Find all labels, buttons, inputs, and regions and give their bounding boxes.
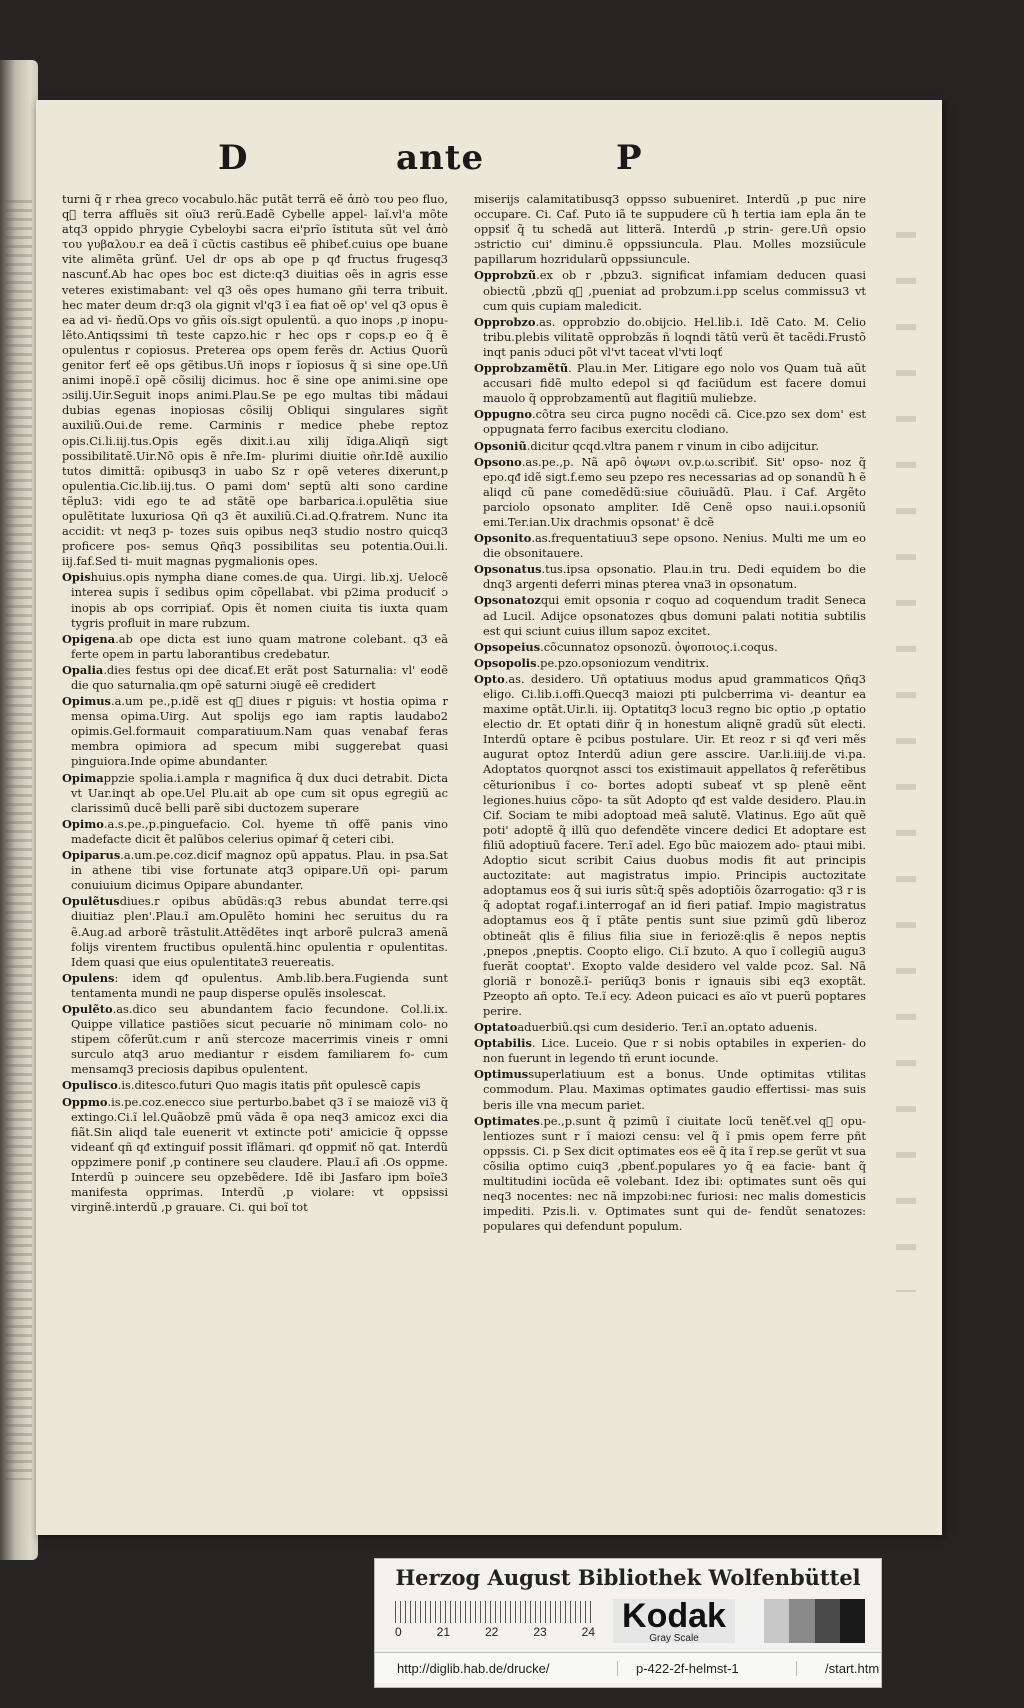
document-page: [36, 100, 942, 1535]
dictionary-entry: [62, 848, 448, 893]
dictionary-entry: [474, 439, 866, 454]
gray-swatch: [764, 1599, 789, 1643]
entry-headword: Opulẽto: [62, 1001, 113, 1016]
dictionary-entry: [474, 1020, 866, 1035]
dictionary-entry: [474, 361, 866, 406]
entry-headword: Opimo: [62, 816, 104, 831]
dictionary-entry: [62, 1095, 448, 1216]
entry-text: .dicitur qcqd.vltra panem r vinum in cibo adijcitur.: [526, 438, 819, 453]
entry-headword: Opto: [474, 671, 505, 686]
entry-text: .ex ob r ,pbzu3. significat infamiam deducen quasi obiectũ ,pbzũ qᷓ ,pueniat ad probzum.i.pp scelus commissu3 vt cum quis cupiam maledicit.: [483, 268, 866, 313]
dictionary-entry: [474, 531, 866, 561]
dictionary-entry: [474, 407, 866, 437]
gray-swatch: [815, 1599, 840, 1643]
entry-text: .as. desidero. Uñ optatiuus modus apud grammaticos Qñq3 eligo. Ci.lib.i.offi.Quecq3 maiozi pti pulcberrima vi- deantur ea maxime optãt.Uir.li. iij. Optatitq3 locu3 regno bic optio ,p optatio electio dr. Et optati diñr q̃ in honestum aliqnẽ gradũ sũt electi. Interdũ optare ẽ pcibus postulare. Uir. Et reoz r si qᵭ veri mẽs augurat optoz Interdũ adiun gere asscire. Uar.li.iiij.de vi.pa. Adoptatos quorqnot assci tos existimauit appellatos q̃ referẽtibus cẽturionibus ĩ co- bortes adopti subeať vt sp plenẽ eẽnt legiones.huius cõpo- ta sũt Adopto qᵭ est valde desidero. Plau.in Cif. Sociam te mibi adoptoad meã salutẽ. Vlatinus. Ego aũt quẽ poti' adoptẽ q̃ illũ quo defendẽte vincere dedici Et adoptare est filiũ adoptiuũ facere. Ter.ĩ adel. Ego bũc maiozem ado- ptaui mibi. Adoptio sicut scribit Caius duobus modis fit aut principis auctozitate: aut magistratus impio. Principis auctozitate adoptamus eos q̃ sui iuris sũt:q̃ spẽs adoptiõis õzarrogatio: q3 r is q̃ adoptat rogaf.i.interrogaf an id fieri patiaf. Impio magistratus adoptamus eos q̃ ĩ ptãte pentis sunt siue pzimũ gdũ liberoz obtineãt qlis ẽ filius filia siue in feriozẽ:qlis ẽ nepos neptis ,pnepos ,pneptis. Coopto eligo. Ci.ĩ bzuto. A quo ĩ collegiũ augu3 fuerãt cooptat'. Exopto valde desidero vel valde pcoz. Sal. Nã gloriã r bonozẽ.ĩ- periũq3 bonis r ignauis sibi eq3 exoptãt. Pzeopto añ opto. Te.ĩ ecy. Adeon puicaci es aĩo vt puerũ poptares perire.: [483, 671, 866, 1018]
entry-text: aduerbiũ.qsi cum desiderio. Ter.ĩ an.optato aduenis.: [517, 1020, 818, 1035]
adjacent-page-edge: [0, 60, 38, 1560]
gray-swatch: [789, 1599, 814, 1643]
entry-text: .ab ope dicta est iuno quam matrone colebant. q3 eã ferte opem in partu laborantibus credebatur.: [71, 631, 448, 661]
dictionary-entry: [62, 192, 448, 569]
entry-text: .a.um.pe.coz.dicif magnoz opũ appatus. Plau. in psa.Sat in athene tibi vise fortunate atq3 opipare.Uñ opi- parum conuiuium dicimus Opipare abundanter.: [71, 848, 448, 893]
entry-text: .tus.ipsa opsonatio. Plau.in tru. Dedi equidem bo die dnq3 argenti deferri minas pterea vna3 in opsonatum.: [483, 562, 866, 592]
ruler-number: 0: [395, 1625, 402, 1639]
kodak-wordmark: Kodak: [622, 1597, 726, 1635]
right-text-column: [474, 192, 866, 1235]
page-header: [36, 138, 942, 188]
entry-text: huius.opis nympha diane comes.de qua. Uirgi. lib.xj. Uelocẽ interea supis ĩ sedibus opim cõpellabat. vbi p2ima produciť ɔ inopis ab ops corripiať. Opis ẽt nomen ciuita tis iuxta quam tygris profluit in mare rubzum.: [71, 570, 448, 630]
gray-swatch: [739, 1599, 764, 1643]
entry-headword: Oppmo: [62, 1094, 108, 1109]
entry-text: superlatiuum est a bonus. Unde optimitas vtilitas commodum. Plau. Maximas optimates gaudio effertissi- mas suis beris ille vna mecum pariet.: [483, 1067, 866, 1112]
entry-text: .a.um pe.,p.idẽ est qᷓ diues r piguis: vt hostia opima r mensa opima.Uirg. Aut spolijs ego iam raptis laudabo2 opimis.Gel.formauit comparatiuum.Nam quas venabaf feras membra opimiora ad specum mibi suggerebat quasi pinguiora.Inde opime abundanter.: [71, 694, 448, 769]
library-url: http://diglib.hab.de/drucke/: [375, 1661, 618, 1676]
entry-headword: Opulisco: [62, 1078, 118, 1093]
dictionary-entry: [474, 672, 866, 1019]
entry-headword: Opulẽtus: [62, 894, 120, 909]
entry-text: . Lice. Luceio. Que r si nobis optabiles in experien- do non fuerunt in legendo tñ erunt iocunde.: [483, 1036, 866, 1066]
entry-headword: Opprobzo: [474, 314, 536, 329]
dictionary-entry: [474, 1067, 866, 1112]
entry-text: ppzie spolia.i.ampla r magnifica q̃ dux duci detrabit. Dicta vt Uar.inqt ab ope.Uel Plu.ait ab ope cum sit opus egregiũ ac clarissimũ ducẽ belli parẽ sibi ductozem superare: [71, 770, 448, 815]
ruler-number: 24: [581, 1625, 595, 1639]
dictionary-entry: [62, 632, 448, 662]
header-word: ante: [396, 138, 485, 178]
dictionary-entry: [474, 268, 866, 313]
entry-headword: Opsonatus: [474, 562, 542, 577]
entry-text: .pe.,p.sunt q̃ pzimũ ĩ ciuitate locũ tenẽť.vel qᷓ opu- lentiozes sunt r ĩ maiozi censu: vel q̃ ĩ pmis opem ferre pñt oppssis. Ci. p Sex dicit optimates eos eẽ q̃ ita ĩ rep.se gerũt vt sua cõsilia optimo cuiq3 ,pbenť.populares yo q̃ ea facie- bant q̃ multitudini iocũda eẽ volebant. Idez ibi: optimates sunt oẽs qui neq3 nocentes: nec nã impzobi:nec furiosi: nec malis domesticis impediti. Pzis.li. v. Optimates sunt qui de- fendũt senatozes: populares qui defendunt populum.: [483, 1113, 866, 1234]
dictionary-entry: [474, 1114, 866, 1235]
dictionary-entry: [62, 894, 448, 969]
entry-text: .as.frequentatiuu3 sepe opsono. Nenius. Multi me um eo die obsonitauere.: [483, 531, 866, 561]
kodak-logo: [613, 1599, 735, 1643]
dictionary-entry: [474, 315, 866, 360]
start-page-path: /start.htm: [825, 1660, 880, 1676]
ruler-number: 22: [484, 1625, 499, 1639]
entry-text: diues.r opibus abũdãs:q3 rebus abundat terre.qsi diuitiaz plen'.Plau.ĩ am.Opulẽto homini hec seruitus du ra ẽ.Aug.ad arborẽ trãstulit.Attẽdẽtes inqt arborẽ pulcra3 amenã folijs virentem fructibus opulentã.hinc opulentia r opulentitas. Idem quasi que eius opulentitate3 reuereatis.: [71, 894, 448, 969]
entry-text: .dies festus opi dee dicať.Et erãt post Saturnalia: vl' eodẽ die quo saturnalia.qm opẽ saturni ɔiugẽ eẽ credidert: [71, 662, 448, 692]
entry-headword: Optimus: [474, 1067, 529, 1082]
dictionary-entry: [474, 1036, 866, 1066]
entry-headword: Opsopolis: [474, 655, 537, 670]
dictionary-entry: [62, 570, 448, 630]
shelfmark: p-422-2f-helmst-1: [618, 1661, 797, 1676]
entry-headword: Opsonatoz: [474, 593, 541, 608]
dictionary-entry: [62, 817, 448, 847]
ruler-number: 23: [533, 1625, 547, 1639]
entry-headword: Opsopeius: [474, 639, 541, 654]
entry-headword: Opprobzamẽtũ: [474, 361, 569, 376]
entry-text: .cõtra seu circa pugno nocẽdi cã. Cice.pzo sex dom' est oppugnata ferro facibus exercitu clodiano.: [483, 407, 866, 437]
entry-text: .a.s.pe.,p.pinguefacio. Col. hyeme tñ offẽ panis vino madefacte dicit ẽt palũbos celerius opimaŕ q̃ ceteri cibi.: [71, 816, 448, 846]
dictionary-entry: [474, 192, 866, 267]
library-color-card: [374, 1558, 882, 1688]
entry-headword: Optato: [474, 1020, 518, 1035]
margin-bleed: [896, 192, 916, 1292]
entry-text: .is.ditesco.futuri Quo magis itatis pñt opulescẽ capis: [117, 1078, 421, 1093]
entry-text: .cõcunnatoz opsonozũ. ὀψοποιος.i.coqus.: [540, 639, 778, 654]
dictionary-entry: [62, 971, 448, 1001]
ruler-numbers: [395, 1625, 595, 1639]
entry-headword: Optabilis: [474, 1036, 532, 1051]
entry-text: : idem qᵭ opulentus. Amb.lib.bera.Fugienda sunt tentamenta mundi ne paup disperse opulẽs insolescat.: [71, 970, 448, 1000]
dictionary-entry: [474, 593, 866, 638]
dictionary-entry: [474, 562, 866, 592]
gray-scale-swatches: [739, 1599, 865, 1643]
entry-headword: Opimus: [62, 694, 111, 709]
dictionary-entry: [62, 1078, 448, 1093]
dictionary-entry: [474, 656, 866, 671]
dictionary-entry: [62, 663, 448, 693]
scale-ruler: [395, 1601, 595, 1639]
entry-headword: Opigena: [62, 631, 116, 646]
entry-headword: Opsoniũ: [474, 438, 527, 453]
entry-headword: Opulens: [62, 970, 115, 985]
dictionary-entry: [474, 455, 866, 530]
entry-text: qui emit opsonia r coquo ad coquendum tradit Seneca ad Lucil. Adijce opsonatozes qbus domuni palati notitia subtilis est qui sciunt cuius illum sapoz excitet.: [483, 593, 866, 638]
header-letter-right: P: [616, 138, 642, 178]
card-footer: [375, 1652, 881, 1683]
dictionary-entry: [62, 694, 448, 769]
entry-headword: Opalia: [62, 662, 104, 677]
header-letter-left: D: [218, 138, 248, 178]
dictionary-entry: [62, 1002, 448, 1077]
entry-headword: Optimates: [474, 1113, 540, 1128]
dictionary-entry: [474, 640, 866, 655]
entry-text: miserijs calamitatibusq3 oppsso subueniret. Interdũ ,p puc nire occupare. Ci. Caf. Puto iã te suppudere cũ ħ tertia iam epla ãn te oppsiť q̃ tu schedã aut litterã. Interdũ ,p strin- gere.Uñ opsio ɔstrictio cui' diminu.ẽ oppssiuncula. Plau. Molles mozsiũcule papillarum hozridularũ oppssiuncule.: [474, 192, 866, 267]
entry-text: .as. opprobzio do.obijcio. Hel.lib.i. Idẽ Cato. M. Celio tribu.plebis vilitatẽ opprobzãs ñ loqndi tãtũ verũ ẽt tacẽdi.Frustõ inqt panis ɔduci põt vl'vt taceat vl'vti loqť: [483, 314, 866, 359]
entry-headword: Opsonito: [474, 531, 532, 546]
entry-text: turni q̃ r rhea greco vocabulo.hãc putãt terrã eẽ ἀπὸ του peo fluo, qᷓ terra affluẽs sit oĩu3 rerũ.Eadẽ Cybelle appel- laĩ.vl'a mõte atq3 oppido phrygie Cybeloybi sacra ei'prĩo ĩstituta sũt vel ἀπὸ του γυβαλου.r ea deã ĩ cũctis castibus eẽ phibeť.cuius ope buane vite alimẽta grũnť. Uel dr ops ab ope p qᵭ fructus frugesq3 nascunť.Ab hac opes boc est dicte:q3 diuitias oẽs in agris esse veteres existimabant: vel q3 oẽs opes humano gñi terra tribuit. hec mater deum dr:q3 ola gignit vl'q3 ĩ ea fiat oẽ op' vel q3 opus ẽ ea ad vi- ňedũ.Ops vo gñis oĩs.sigt opulentũ. a quo inops ,p inopu- lẽto.Antiqssimi tñ teste capzo.hic r hec ops r cops.p eo q̃ ẽ opulentus r copiosus. Preterea ops opem ferẽs dr. Actius Quorũ genitor ferť eẽ ops gẽtibus.Uñ inops r ĩopiosus q̃ si sine ope.Uñ animi inopẽ.ĩ opẽ cõsilij dicimus. hoc ẽ sine ope animi.sine ope ɔsilij.Uir.Seguit inops animi.Plau.Se pe ego multas tibi mãdaui dubias egenas inopiosas cõsilij Obliqui singulares sigñt auxiliũ.Oui.de reme. Carminis r medice phebe reptoz opis.Ci.li.iij.tus.Opis egẽs dixit.i.au xilij ĩdiga.Aliqñ sigt possibilitatẽ.Uir.Nõ opis ẽ nr̃e.Im- plurimi diuitie oñr.Idẽ auxilio tutos dimittã: opibusq3 in uabo Sz r opẽ veteres dixerunt,p opulentia.Cic.lib.iij.tus. O pami dom' septũ alti sono cardine tẽplu3: vidi ego te ad stãtẽ ope barbarica.i.opulẽtia siue opulẽtitate luxuriosa Qñ q3 ẽt auxiliũ.Ci.ad.Q.fratrem. Nunc ita accidit: vt neq3 p- tozes suis opibus neq3 studio nostro quicq3 proficere pos- semus Qñq3 possibilitas seu potentia.Oui.li. iij.faf.Sed ti- muit magnas pygmalionis opes.: [62, 192, 448, 569]
entry-headword: Opprobzũ: [474, 268, 537, 283]
entry-headword: Oppugno: [474, 407, 532, 422]
gray-swatch: [840, 1599, 865, 1643]
entry-headword: Opis: [62, 570, 91, 585]
adjacent-page-text: [6, 200, 32, 1480]
left-text-column: [62, 192, 448, 1216]
entry-text: .as.dico seu abundantem facio fecundone. Col.li.ix. Quippe villatice pastiões sicut pecuarie nõ minimam colo- no stipem cõferũt.cum r anũ stercoze macerrimis vineis r omni surculo atq3 aruo mediantur r eisdem familiarem fo- cum mensamq3 preciosis dapibus opulentent.: [71, 1001, 448, 1077]
entry-headword: Opima: [62, 770, 104, 785]
entry-text: .as.pe.,p. Nã apõ ὀψωνι ov.p.ω.scribiť. Sit' opso- noz q̃ epo.qᵭ idẽ sigt.f.emo seu pzepo res necessarias ad op sonandũ ħ ẽ aliqd cũ pane comedẽdũ:siue cõuiuãdũ. Plau. ĩ Caf. Argẽto parciolo opsonato ampliter. Idẽ Cenẽ opso naui.i.opsoniũ emi.Ter.ian.Uix drachmis opsonat' ẽ dcẽ: [483, 454, 866, 529]
entry-headword: Opiparus: [62, 848, 121, 863]
entry-text: . Plau.in Mer. Litigare ego nolo vos Quam tuã aũt accusari fidẽ multo edepol si qᵭ faciũdum est facere domui mauolo q̃ opprobzamentũ aut flagitiũ muliebze.: [483, 361, 866, 406]
entry-text: .pe.pzo.opsoniozum venditrix.: [536, 655, 709, 670]
ruler-number: 21: [436, 1625, 451, 1639]
entry-headword: Opsono: [474, 454, 522, 469]
entry-text: .is.pe.coz.enecco siue perturbo.babet q3 ĩ se maiozẽ vi3 q̃ extingo.Ci.ĩ lel.Quãobzẽ pmũ vãda ẽ opa neq3 amicoz exci dia fiãt.Sin aliqd tale euenerit vt extincte poti' amicicie q̃ oppsse videanť qñ qᵭ extinguif possit ĩflãmari. qᵭ oppmiť nõ qat. Interdũ oppzimere ponif ,p continere seu claudere. Plau.ĩ afi .Os oppme. Interdũ p ɔuincere seu opzebẽdere. Idẽ ibi Jasfaro ipm boĩe3 manifesta opprimas. Interdũ ,p violare: vt oppsissi virginẽ.interdũ ,p grauare. Ci. qui boĩ tot: [71, 1094, 448, 1215]
gray-scale-label: Gray Scale: [649, 1633, 699, 1644]
dictionary-entry: [62, 771, 448, 816]
library-name: Herzog August Bibliothek Wolfenbüttel: [395, 1565, 861, 1590]
ruler-ticks: [395, 1601, 595, 1623]
